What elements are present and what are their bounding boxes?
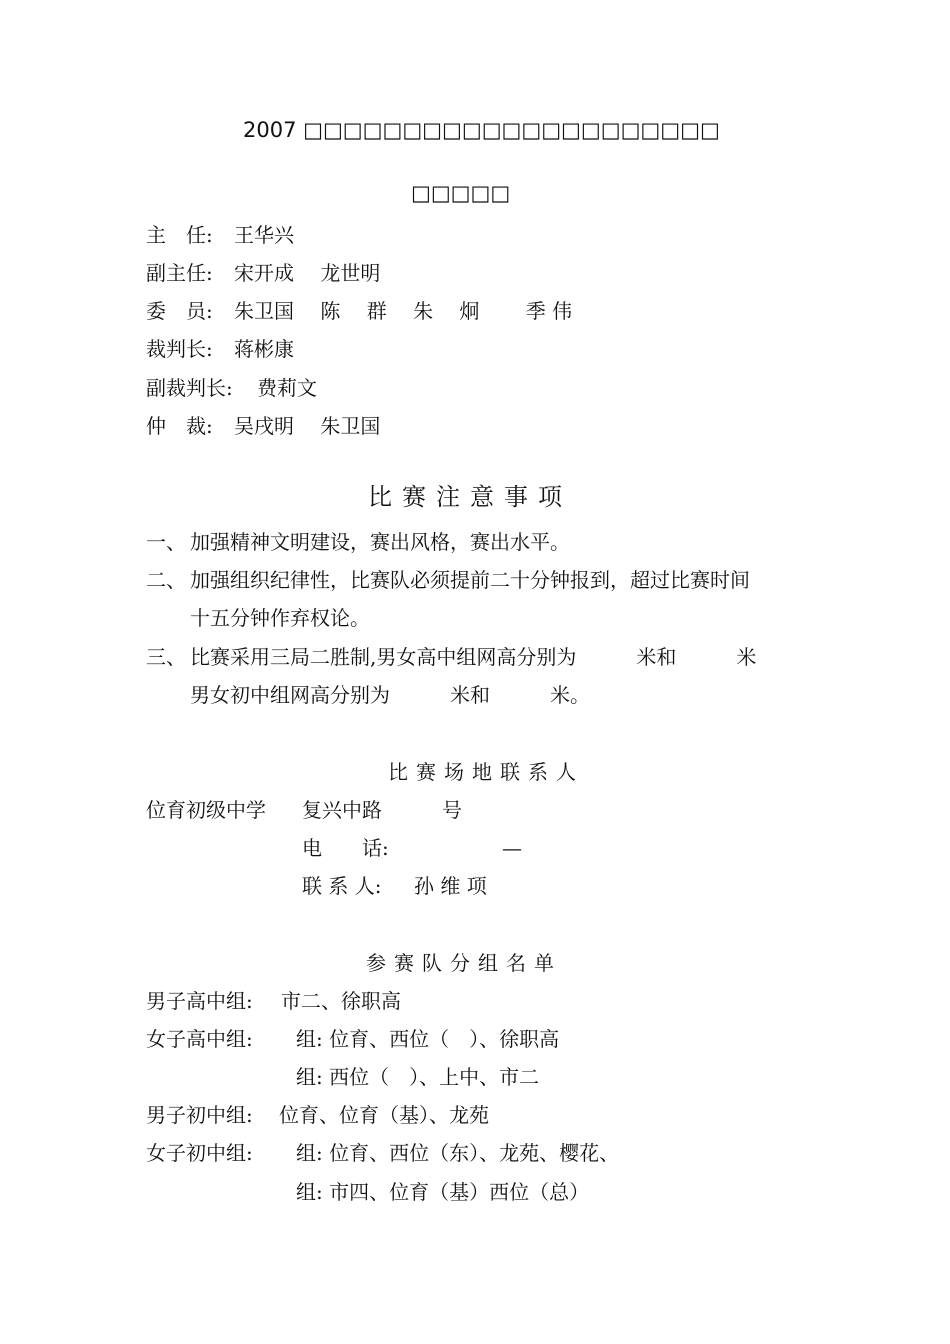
groups-heading: 参赛队分组名单	[366, 951, 562, 975]
note-number: 三、	[146, 645, 186, 669]
committee-role: 仲 裁:	[146, 414, 213, 438]
committee-names: 朱卫国 陈 群 朱 炯 季 伟	[234, 299, 573, 323]
group-label: 男子初中组:	[146, 1103, 253, 1127]
group-teams: 组: 市四、位育（基）西位（总）	[296, 1180, 590, 1204]
committee-names: 宋开成 龙世明	[234, 261, 381, 285]
committee-names: 王华兴	[234, 223, 294, 247]
page-subtitle: □□□□□	[411, 181, 511, 205]
committee-role: 委 员:	[146, 299, 213, 323]
group-teams: 组: 位育、西位（ ）、徐职高	[296, 1027, 560, 1051]
venue-heading: 比赛场地联系人	[388, 760, 584, 784]
venue-phone-label: 电 话:	[302, 836, 389, 860]
venue-address: 复兴中路 号	[302, 798, 462, 822]
venue-contact-name: 孙 维 项	[414, 874, 487, 898]
committee-names: 费莉文	[257, 376, 317, 400]
note-number: 二、	[146, 568, 186, 592]
note-text-continued: 男女初中组网高分别为 米和 米。	[190, 683, 590, 707]
committee-role: 副主任:	[146, 261, 213, 285]
venue-school: 位育初级中学	[146, 798, 266, 822]
committee-names: 吴戌明 朱卫国	[234, 414, 381, 438]
venue-contact-label: 联 系 人:	[302, 874, 382, 898]
venue-phone-value: —	[502, 836, 522, 860]
page-title: 2007 □□□□□□□□□□□□□□□□□□□□□	[243, 118, 720, 142]
group-teams: 市二、徐职高	[281, 989, 401, 1013]
committee-role: 副裁判长:	[146, 376, 233, 400]
committee-names: 蒋彬康	[234, 337, 294, 361]
note-text: 比赛采用三局二胜制,男女高中组网高分别为 米和 米	[190, 645, 757, 669]
group-label: 男子高中组:	[146, 989, 253, 1013]
committee-role: 裁判长:	[146, 337, 213, 361]
notes-heading: 比赛注意事项	[368, 483, 572, 511]
group-teams: 组: 位育、西位（东）、龙苑、樱花、	[296, 1141, 620, 1165]
group-label: 女子高中组:	[146, 1027, 253, 1051]
note-text: 加强精神文明建设，赛出风格，赛出水平。	[190, 530, 570, 554]
group-teams: 组: 西位（ ）、上中、市二	[296, 1065, 540, 1089]
note-number: 一、	[146, 530, 186, 554]
note-text-continued: 十五分钟作弃权论。	[190, 606, 370, 630]
group-label: 女子初中组:	[146, 1141, 253, 1165]
group-teams: 位育、位育（基）、龙苑	[279, 1103, 489, 1127]
note-text: 加强组织纪律性，比赛队必须提前二十分钟报到，超过比赛时间	[190, 568, 750, 592]
committee-role: 主 任:	[146, 223, 213, 247]
